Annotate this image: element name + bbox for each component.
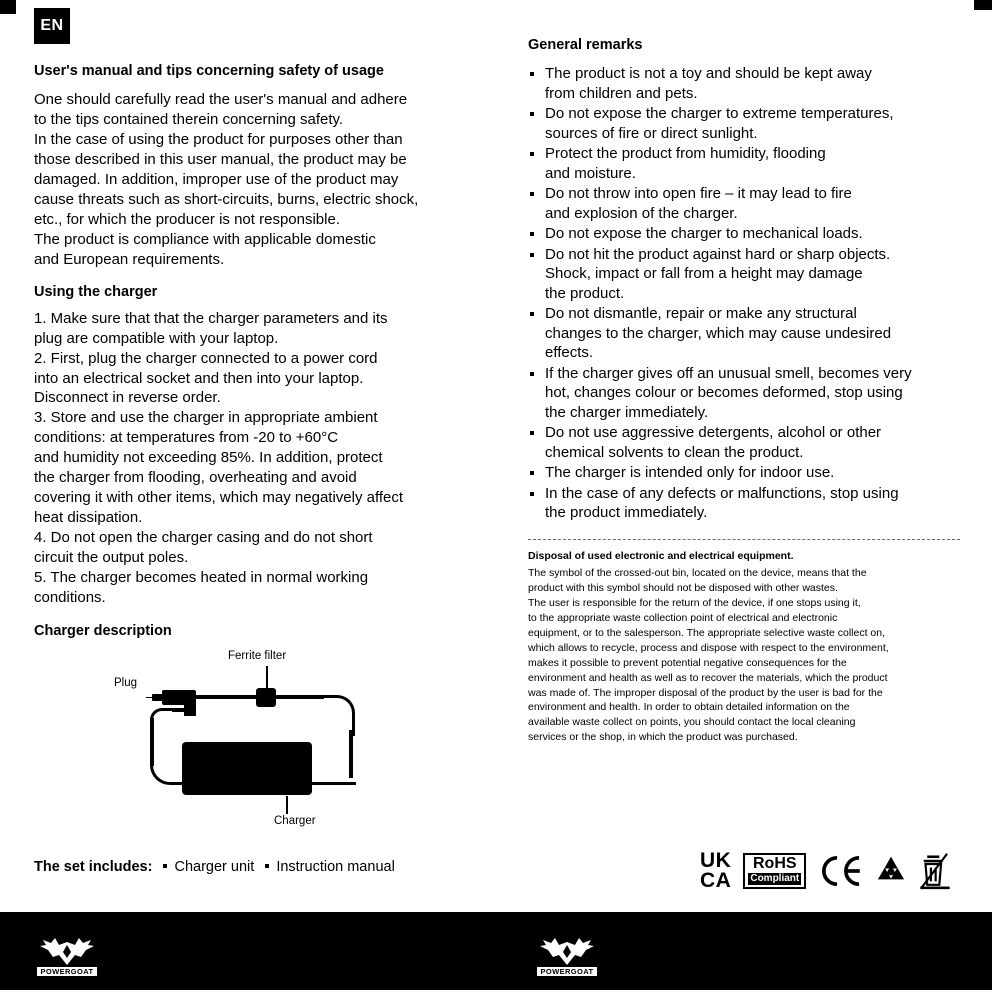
list-item: Do not expose the charger to extreme temperatures, sources of fire or direct sunlight. [528,104,960,143]
set-item: Charger unit [174,859,255,875]
charger-brick-shape [182,742,312,795]
intro-line: In the case of using the product for purposes other than [34,131,403,148]
using-charger-steps [34,309,486,608]
brand-wordmark: POWERGOAT [37,967,96,976]
intro-line: The product is compliance with applicable domestic [34,230,376,248]
ferrite-filter-shape [256,688,276,707]
left-column [34,62,486,835]
plug-label: Plug [114,676,138,689]
step-line: covering it with other items, which may negatively affect [34,489,404,507]
step-line: and humidity not exceeding 85%. In addition, protect [34,449,383,467]
step-line: Disconnect in reverse order. [34,389,221,407]
rohs-mark: RoHS Compliant [743,853,806,889]
step-line: the charger from flooding, overheating and avoid [34,469,357,487]
list-item: Do not dismantle, repair or make any structural changes to the charger, which may cause undesired effects. [528,304,960,363]
step-line: plug are compatible with your laptop. [34,329,279,347]
intro-line: to the tips contained therein concerning safety. [34,111,344,129]
step-line: conditions. [34,588,106,606]
list-item: In the case of any defects or malfunctions, stop using the product immediately. [528,484,960,523]
right-column [528,36,960,745]
charger-label: Charger [274,814,316,827]
intro-line: cause threats such as short-circuits, burns, electric shock, [34,190,419,208]
step-line: heat dissipation. [34,509,143,527]
step-line: 5. The charger becomes heated in normal working [34,568,369,586]
set-includes [34,858,395,877]
footer-band [0,912,992,990]
cable-segment [150,718,154,766]
intro-line: etc., for which the producer is not responsible. [34,210,340,228]
ferrite-leader-line [266,666,268,688]
general-remarks-list [528,64,960,523]
list-item: Do not use aggressive detergents, alcohol or other chemical solvents to clean the product. [528,423,960,462]
step-line: circuit the output poles. [34,548,189,566]
manual-heading: User's manual and tips concerning safety of usage [34,63,384,79]
list-item: Do not hit the product against hard or sharp objects. Shock, impact or fall from a height may damage the product. [528,245,960,304]
goat-head-icon [537,936,597,966]
ferrite-filter-label: Ferrite filter [228,649,287,662]
intro-line: and European requirements. [34,250,225,268]
charger-diagram [34,650,486,835]
list-item: The charger is intended only for indoor use. [528,463,960,483]
step-line: 4. Do not open the charger casing and do not short [34,529,373,546]
recycle-symbol-icon [874,855,908,887]
brand-logo-center [524,926,610,976]
bullet-dot-icon [163,864,167,868]
disposal-title: Disposal of used electronic and electrical equipment. [528,549,794,562]
brand-logo-left [24,926,110,976]
charger-leader-line [286,796,288,814]
brand-wordmark: POWERGOAT [537,967,596,976]
ukca-mark: UK CA [700,849,732,892]
cable-segment [196,695,258,699]
set-includes-label: The set includes: [34,859,153,875]
set-item: Instruction manual [276,859,395,875]
section-divider [528,539,960,540]
step-line: 1. Make sure that that the charger parameters and its [34,309,388,327]
intro-paragraph [34,90,486,269]
list-item: Do not throw into open fire – it may lead to fire and explosion of the charger. [528,184,960,223]
bullet-dot-icon [265,864,269,868]
step-line: 2. First, plug the charger connected to a power cord [34,349,378,367]
certification-marks [700,845,950,897]
ce-mark-icon [818,854,862,888]
step-line: 3. Store and use the charger in appropriate ambient [34,409,378,427]
step-line: conditions: at temperatures from -20 to +60°C [34,429,339,447]
general-remarks-heading: General remarks [528,37,643,53]
top-right-crop-mark [974,0,992,10]
goat-head-icon [37,936,97,966]
intro-line: damaged. In addition, improper use of the product may [34,170,399,188]
dc-connector-shape [184,703,196,716]
crossed-out-bin-icon [920,852,950,890]
step-line: into an electrical socket and then into your laptop. [34,369,364,387]
cable-segment [276,695,324,699]
using-charger-heading: Using the charger [34,283,158,300]
disposal-body: The symbol of the crossed-out bin, located on the device, means that the product with this symbol should not be disposed with other wastes. The user is responsible for the return of the device, if one stops using it, to the appropriate waste collection point of electrical and electronic equipment, or to the salesperson. The appropriate selective waste collect on, which allows to recycle, process and dispose with respect to the environment, makes it possible to prevent potential negative consequences for the environment and health as well as to recover the materials, which the product was made of. The improper disposal of the product by the user is bad for the environment and health. In order to obtain detailed information on the available waste collect on points, you should contact the local cleaning services or the shop, in which the product was purchased. [528,567,889,744]
list-item: Protect the product from humidity, flooding and moisture. [528,144,960,183]
charger-description-heading: Charger description [34,622,172,639]
list-item: The product is not a toy and should be kept away from children and pets. [528,64,960,103]
list-item: Do not expose the charger to mechanical loads. [528,224,960,244]
top-left-crop-mark [0,0,16,14]
language-badge: EN [34,8,70,44]
intro-line: those described in this user manual, the product may be [34,150,407,168]
intro-line: One should carefully read the user's manual and adhere [34,91,408,109]
list-item: If the charger gives off an unusual smell, becomes very hot, changes colour or becomes deformed, stop using the charger immediately. [528,364,960,423]
